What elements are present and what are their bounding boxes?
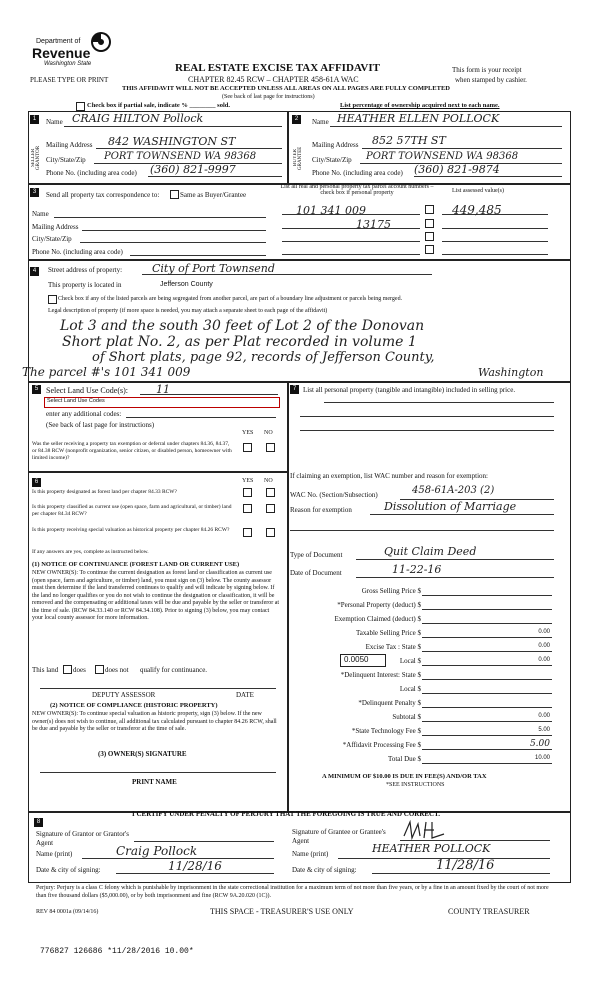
grantee-printed-name[interactable]: HEATHER POLLOCK — [372, 842, 491, 855]
doc-type[interactable]: Quit Claim Deed — [384, 545, 477, 558]
deputy-assessor-label: DEPUTY ASSESSOR — [92, 691, 156, 699]
dept-state: Washington State — [44, 61, 92, 67]
fee-value-processing[interactable]: 5.00 — [529, 739, 550, 749]
grantee-signature-label: Signature of Grantee or Grantee's Agent — [292, 828, 386, 845]
yes-header-5: YES — [242, 430, 254, 436]
buyer-phone-label: Phone No. (including area code) — [312, 169, 403, 177]
seller-mailing[interactable]: 842 WASHINGTON ST — [108, 135, 236, 148]
seller-city[interactable]: PORT TOWNSEND WA 98368 — [104, 151, 257, 162]
historic-notice-text: NEW OWNER(S): To continue special valuation as historic property, sign (3) below. If the new owner(s) does not wish to continue, all additional tax calculated pursuant to chapter 84.26 RCW, shall be due and payable by the seller or transferor at the time of sale. — [32, 711, 277, 732]
form-title: REAL ESTATE EXCISE TAX AFFIDAVIT — [175, 62, 380, 74]
fee-value-state-excise: 0.00 — [538, 643, 550, 649]
form-warning: THIS AFFIDAVIT WILL NOT BE ACCEPTED UNLESS ALL AREAS ON ALL PAGES ARE FULLY COMPLETED — [122, 85, 450, 92]
parcel-1-personal-checkbox[interactable] — [425, 205, 434, 214]
doc-date-label: Date of Document — [290, 569, 342, 577]
buyer-mailing-label: Mailing Address — [312, 141, 359, 149]
additional-codes-label: enter any additional codes: — [46, 410, 122, 418]
buyer-mailing[interactable]: 852 57TH ST — [372, 134, 446, 147]
seller-name-label: Name — [46, 118, 63, 126]
buyer-city-label: City/State/Zip — [312, 156, 352, 164]
corr-phone-label: Phone No. (including area code) — [32, 248, 123, 256]
grantor-printed-name[interactable]: Craig Pollock — [116, 844, 198, 858]
fee-value-taxable: 0.00 — [538, 629, 550, 635]
county-value: Jefferson County — [160, 281, 213, 288]
section-number-5: 5 — [32, 385, 41, 394]
fee-label-exemption: Exemption Claimed (deduct) $ — [334, 615, 421, 623]
fee-value-total: 10.00 — [534, 755, 550, 761]
fee-label-delinq-penalty: *Delinquent Penalty $ — [358, 699, 421, 707]
legal-description-line-3[interactable]: of Short plats, page 92, records of Jefferson County, — [92, 350, 435, 365]
land-use-dropdown-text: Select Land Use Codes — [47, 398, 105, 404]
dor-logo — [32, 30, 122, 72]
parcel-4-personal-checkbox[interactable] — [425, 245, 434, 254]
legal-description-line-2[interactable]: Short plat No. 2, as per Plat recorded in volume 1 — [62, 334, 417, 350]
seller-mailing-label: Mailing Address — [46, 141, 93, 149]
section-number-1: 1 — [30, 115, 39, 124]
grantee-date-label: Date & city of signing: — [292, 866, 357, 874]
land-use-see-back: (See back of last page for instructions) — [46, 421, 155, 429]
fee-label-processing: *Affidavit Processing Fee $ — [342, 741, 421, 749]
receipt-note-1: This form is your receipt — [452, 66, 522, 74]
historic-yes-checkbox[interactable] — [243, 528, 252, 537]
land-use-code[interactable]: 11 — [156, 383, 170, 396]
section-number-8: 8 — [34, 818, 43, 827]
form-see-back: (See back of last page for instructions) — [222, 94, 315, 100]
section-number-3: 3 — [30, 188, 39, 197]
fee-label-state-excise: Excise Tax : State $ — [365, 643, 421, 651]
section-number-4: 4 — [30, 267, 39, 276]
county-label: This property is located in — [48, 281, 122, 289]
parcel-number-1[interactable]: 101 341 009 — [296, 204, 366, 217]
fee-value-local-excise: 0.00 — [538, 657, 550, 663]
parcel-number-2[interactable]: 13175 — [356, 218, 391, 231]
dept-name: Revenue — [32, 45, 91, 61]
seller-phone-label: Phone No. (including area code) — [46, 169, 137, 177]
seller-grantor-label: SELLER GRANTOR — [31, 145, 41, 171]
does-not-label: does not — [105, 666, 129, 674]
treasurer-stamp: 776827 126686 *11/28/2016 10.00* — [40, 947, 194, 956]
corr-mailing-label: Mailing Address — [32, 223, 79, 231]
fee-label-total: Total Due $ — [388, 755, 421, 763]
if-yes-note: If any answers are yes, complete as instructed below. — [32, 549, 149, 555]
land-use-label: Select Land Use Code(s): — [46, 386, 128, 395]
buyer-city[interactable]: PORT TOWNSEND WA 98368 — [366, 151, 519, 162]
fee-label-local-excise: Local $ — [399, 657, 421, 665]
legal-description-line-4b[interactable]: Washington — [478, 366, 544, 379]
logo-swirl-icon — [89, 30, 113, 54]
grantor-date-label: Date & city of signing: — [36, 866, 101, 874]
county-treasurer: COUNTY TREASURER — [448, 907, 530, 916]
section-number-2: 2 — [292, 115, 301, 124]
section-number-7: 7 — [290, 385, 299, 394]
wac-number-label: WAC No. (Section/Subsection) — [290, 491, 378, 499]
seller-city-label: City/State/Zip — [46, 156, 86, 164]
perjury-notice: Perjury: Perjury is a class C felony which is punishable by imprisonment in the state correctional institution for a maximum term of not more than five years, or by a fine in an amount fixed by the court of not more than five thousand dollars ($5,000.00), or by both imprisonment and fine (RCW 9A.20.020 (1C)). — [36, 885, 549, 899]
seller-phone[interactable]: (360) 821-9997 — [150, 163, 236, 176]
same-as-buyer-label: Same as Buyer/Grantee — [180, 191, 247, 199]
exemption-no-checkbox[interactable] — [266, 443, 275, 452]
street-address[interactable]: City of Port Townsend — [152, 262, 275, 275]
no-header-5: NO — [264, 430, 273, 436]
exemption-question: Was the seller receiving a property tax exemption or deferral under chapters 84.36, 84.37, or 84.38 RCW (nonprofit organization, senior citizen, or disabled person, homeowner with limited income)? — [32, 441, 232, 461]
assessed-value-1[interactable]: 449,485 — [452, 203, 502, 217]
grantee-date[interactable]: 11/28/16 — [436, 858, 495, 873]
print-name-label: PRINT NAME — [132, 778, 177, 786]
exemption-yes-checkbox[interactable] — [243, 443, 252, 452]
current-use-no-checkbox[interactable] — [266, 504, 275, 513]
forest-yes-checkbox[interactable] — [243, 488, 252, 497]
does-not-checkbox[interactable] — [95, 665, 104, 674]
wac-claim-label: If claiming an exemption, list WAC number and reason for exemption: — [290, 472, 488, 480]
buyer-name[interactable]: HEATHER ELLEN POLLOCK — [337, 112, 500, 125]
yes-header-6: YES — [242, 478, 254, 484]
does-label: does — [73, 666, 86, 674]
qualify-label: qualify for continuance. — [140, 666, 208, 674]
certify-statement: I CERTIFY UNDER PENALTY OF PERJURY THAT THE FOREGOING IS TRUE AND CORRECT. — [132, 810, 441, 818]
forest-no-checkbox[interactable] — [266, 488, 275, 497]
seller-name[interactable]: CRAIG HILTON Pollock — [72, 112, 204, 125]
historic-question: Is this property receiving special valuation as historical property per chapter 84.26 RCW? — [32, 527, 230, 533]
receipt-note-2: when stamped by cashier. — [455, 76, 527, 84]
continuance-title: (1) NOTICE OF CONTINUANCE (FOREST LAND OR CURRENT USE) — [32, 561, 240, 568]
buyer-grantee-label: BUYER GRANTEE — [293, 146, 303, 170]
parcel-3-personal-checkbox[interactable] — [425, 232, 434, 241]
send-correspondence-label: Send all property tax correspondence to: — [46, 191, 160, 199]
legal-description-line-1[interactable]: Lot 3 and the south 30 feet of Lot 2 of the Donovan — [60, 318, 425, 334]
this-land-label: This land — [32, 666, 59, 674]
section-number-6: 6 — [32, 478, 41, 487]
buyer-name-label: Name — [312, 118, 329, 126]
fee-value-tech: 5.00 — [538, 727, 550, 733]
does-checkbox[interactable] — [63, 665, 72, 674]
legal-description-line-4[interactable]: The parcel #'s 101 341 009 — [22, 365, 191, 379]
reason-label: Reason for exemption — [290, 506, 352, 514]
grantor-name-label: Name (print) — [36, 850, 73, 858]
parcel-header: List all real and personal property tax parcel account numbers – check box if personal property — [280, 184, 434, 196]
fee-label-personal: *Personal Property (deduct) $ — [337, 601, 421, 609]
grantor-signature-label: Signature of Grantor or Grantor's Agent — [36, 830, 130, 847]
segregation-checkbox[interactable] — [48, 295, 57, 304]
minimum-fee-note: A MINIMUM OF $10.00 IS DUE IN FEE(S) AND/OR TAX — [322, 773, 487, 780]
reason-value[interactable]: Dissolution of Marriage — [384, 500, 517, 513]
local-rate: 0.0050 — [344, 655, 369, 664]
wac-number[interactable]: 458-61A-203 (2) — [412, 485, 495, 496]
no-header-6: NO — [264, 478, 273, 484]
doc-type-label: Type of Document — [290, 551, 343, 559]
assessed-header: List assessed value(s) — [452, 188, 504, 194]
section-6-forest-land — [28, 471, 289, 813]
current-use-yes-checkbox[interactable] — [243, 504, 252, 513]
owner-signature-label: (3) OWNER(S) SIGNATURE — [98, 750, 187, 758]
legal-description-label: Legal description of property (if more space is needed, you may attach a separate sheet to each page of the affidavit) — [48, 308, 328, 314]
treasurer-use-only: THIS SPACE - TREASURER'S USE ONLY — [210, 907, 354, 916]
see-instructions: *SEE INSTRUCTIONS — [386, 782, 445, 788]
form-chapter: CHAPTER 82.45 RCW – CHAPTER 458-61A WAC — [188, 75, 359, 84]
partial-sale-label: Check box if partial sale, indicate % ________ sold. — [87, 102, 231, 109]
fee-label-delinq-interest-local: Local $ — [399, 685, 421, 693]
grantor-date[interactable]: 11/28/16 — [168, 859, 222, 873]
continuance-text: NEW OWNER(S): To continue the current designation as forest land or classification as current use (open space, farm and agriculture, or timber) land, you must sign on (3) below. The county assessor must then determine if the land transferred continues to qualify and will indicate by signing below. If the land no longer qualifies or you do not wish to continue the designation or classification, it will be removed and the compensating or additional taxes will be due and payable by the seller or transferor at the time of sale. (RCW 84.33.140 or RCW 84.34.108). Prior to signing (3) below, you may contact your local county assessor for more information. — [32, 570, 280, 621]
please-type: PLEASE TYPE OR PRINT — [30, 76, 109, 84]
current-use-question: Is this property classified as current use (open space, farm and agricultural, or timber) land per chapter 84.34 RCW? — [32, 504, 232, 517]
partial-sale-checkbox[interactable] — [76, 102, 85, 111]
fee-label-delinq-interest-state: *Delinquent Interest: State $ — [340, 671, 421, 679]
fee-label-taxable: Taxable Selling Price $ — [355, 629, 421, 637]
same-as-buyer-checkbox[interactable] — [170, 190, 179, 199]
segregation-label: Check box if any of the listed parcels are being segregated from another parcel, are part of a boundary line adjustment or parcels being merged. — [58, 296, 403, 302]
grantee-name-label: Name (print) — [292, 850, 329, 858]
date-label-6: DATE — [236, 691, 254, 699]
buyer-phone[interactable]: (360) 821-9874 — [414, 163, 500, 176]
fee-label-gross: Gross Selling Price $ — [361, 587, 421, 595]
fee-label-tech: *State Technology Fee $ — [351, 727, 421, 735]
fee-label-subtotal: Subtotal $ — [392, 713, 421, 721]
form-revision: REV 84 0001a (09/14/16) — [36, 909, 99, 915]
street-address-label: Street address of property: — [48, 266, 123, 274]
historic-notice-title: (2) NOTICE OF COMPLIANCE (HISTORIC PROPERTY) — [50, 702, 218, 709]
dept-line: Department of — [36, 38, 81, 45]
doc-date[interactable]: 11-22-16 — [392, 563, 442, 576]
forest-land-question: Is this property designated as forest land per chapter 84.33 RCW? — [32, 489, 177, 495]
grantee-signature-scribble — [400, 818, 470, 842]
fee-value-subtotal: 0.00 — [538, 713, 550, 719]
corr-city-label: City/State/Zip — [32, 235, 72, 243]
ownership-note: List percentage of ownership acquired next to each name. — [340, 102, 500, 109]
historic-no-checkbox[interactable] — [266, 528, 275, 537]
personal-property-label: List all personal property (tangible and intangible) included in selling price. — [303, 386, 516, 394]
corr-name-label: Name — [32, 210, 49, 218]
parcel-2-personal-checkbox[interactable] — [425, 219, 434, 228]
